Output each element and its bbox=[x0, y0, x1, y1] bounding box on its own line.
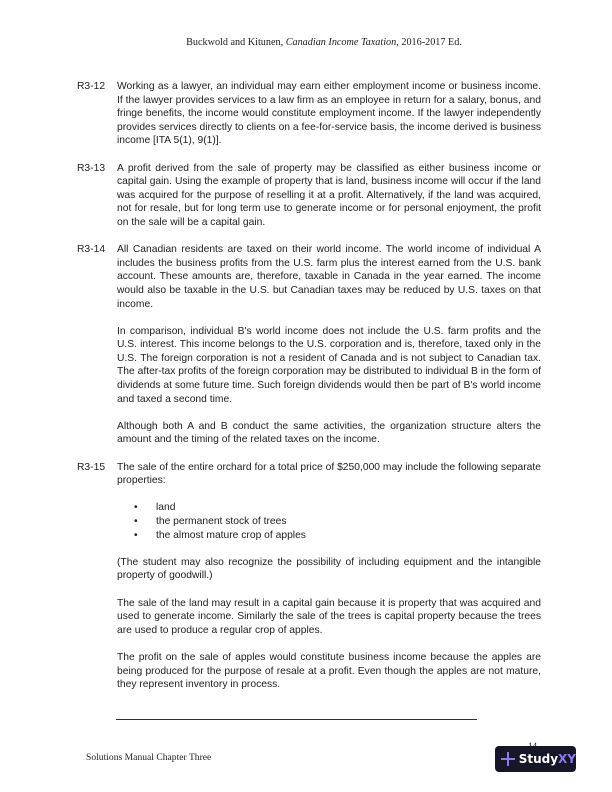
entry-r3-15 bbox=[77, 461, 541, 692]
paragraph: The sale of the entire orchard for a total price of $250,000 may include the following separate properties: bbox=[117, 461, 541, 487]
entry-body bbox=[117, 243, 541, 447]
entry-r3-13 bbox=[77, 162, 541, 230]
document-body bbox=[77, 80, 541, 705]
list-item bbox=[117, 501, 541, 515]
list-item bbox=[117, 515, 541, 529]
bullet-icon: • bbox=[134, 529, 138, 541]
paragraph: (The student may also recognize the possibility of including equipment and the intangible property of goodwill.) bbox=[117, 556, 541, 582]
running-header bbox=[0, 37, 612, 48]
entry-label: R3-14 bbox=[77, 244, 106, 256]
bullet-icon: • bbox=[134, 502, 138, 514]
studyxy-badge[interactable] bbox=[495, 746, 576, 772]
list-item-text: the permanent stock of trees bbox=[156, 516, 287, 527]
footer-text: Solutions Manual Chapter Three bbox=[86, 752, 212, 763]
header-book-title: Canadian Income Taxation bbox=[285, 37, 397, 48]
list-item-text: land bbox=[156, 502, 176, 514]
entry-r3-12 bbox=[77, 80, 541, 148]
list-item-text: the almost mature crop of apples bbox=[156, 529, 306, 541]
plus-icon bbox=[500, 751, 515, 767]
badge-brand-main: Study bbox=[518, 752, 559, 766]
paragraph: The sale of the land may result in a capital gain because it is property that was acquired and used to generate income. Similarly the sale of the trees is capital property because the trees are used to produce a regular crop of apples. bbox=[117, 597, 541, 636]
entry-label: R3-12 bbox=[77, 81, 106, 92]
paragraph: The profit on the sale of apples would constitute business income because the apples are being produced for the purpose of resale at a profit. Even though the apples are not mature, they represent inventory in process. bbox=[117, 651, 541, 691]
list-item bbox=[117, 529, 541, 543]
entry-r3-14 bbox=[77, 243, 541, 447]
entry-label: R3-13 bbox=[77, 162, 106, 174]
entry-label: R3-15 bbox=[77, 461, 106, 473]
bullet-icon: • bbox=[134, 516, 138, 527]
badge-brand-accent: XY bbox=[558, 752, 576, 766]
paragraph: Working as a lawyer, an individual may earn either employment income or business income. If the lawyer provides services to a law firm as an employee in return for a salary, bonus, and fringe benefits, the income would constitute employment income. If the lawyer independently provides services directly to clients on a fee-for-service basis, the income derived is business income [ITA 5(1), 9(1)]. bbox=[117, 81, 541, 147]
paragraph: All Canadian residents are taxed on their world income. The world income of individual A includes the business profits from the U.S. farm plus the interest earned from the U.S. bank account. These amounts are, therefore, taxable in Canada in the year earned. The income would also be taxable in the U.S. but Canadian taxes may be reduced by U.S. taxes on that income. bbox=[117, 244, 541, 310]
paragraph: Although both A and B conduct the same activities, the organization structure alters the amount and the timing of the related taxes on the income. bbox=[117, 420, 541, 446]
header-edition: , 2016-2017 Ed. bbox=[396, 37, 462, 48]
entry-body bbox=[117, 461, 541, 692]
header-authors: Buckwold and Kitunen, bbox=[186, 37, 286, 48]
entry-body bbox=[117, 80, 541, 148]
bullet-list bbox=[117, 501, 541, 542]
paragraph: A profit derived from the sale of property may be classified as either business income or capital gain. Using the example of property that is land, business income will occur if the land was acquired for the purpose of reselling it at a profit. Alternatively, if the land was acquired, not for resale, but for long term use to generate income or for personal enjoyment, the profit on the sale will be a capital gain. bbox=[117, 162, 541, 228]
entry-body bbox=[117, 162, 541, 230]
paragraph: In comparison, individual B's world income does not include the U.S. farm profits and the U.S. interest. This income belongs to the U.S. corporation and is, therefore, taxed only in the U.S. The foreign corporation is not a resident of Canada and is not subject to Canadian tax. The after-tax profits of the foreign corporation may be distributed to individual B in the form of dividends at some future time. Such foreign dividends would then be part of B's world income and taxed a second time. bbox=[117, 325, 541, 405]
footer-divider bbox=[116, 719, 477, 720]
